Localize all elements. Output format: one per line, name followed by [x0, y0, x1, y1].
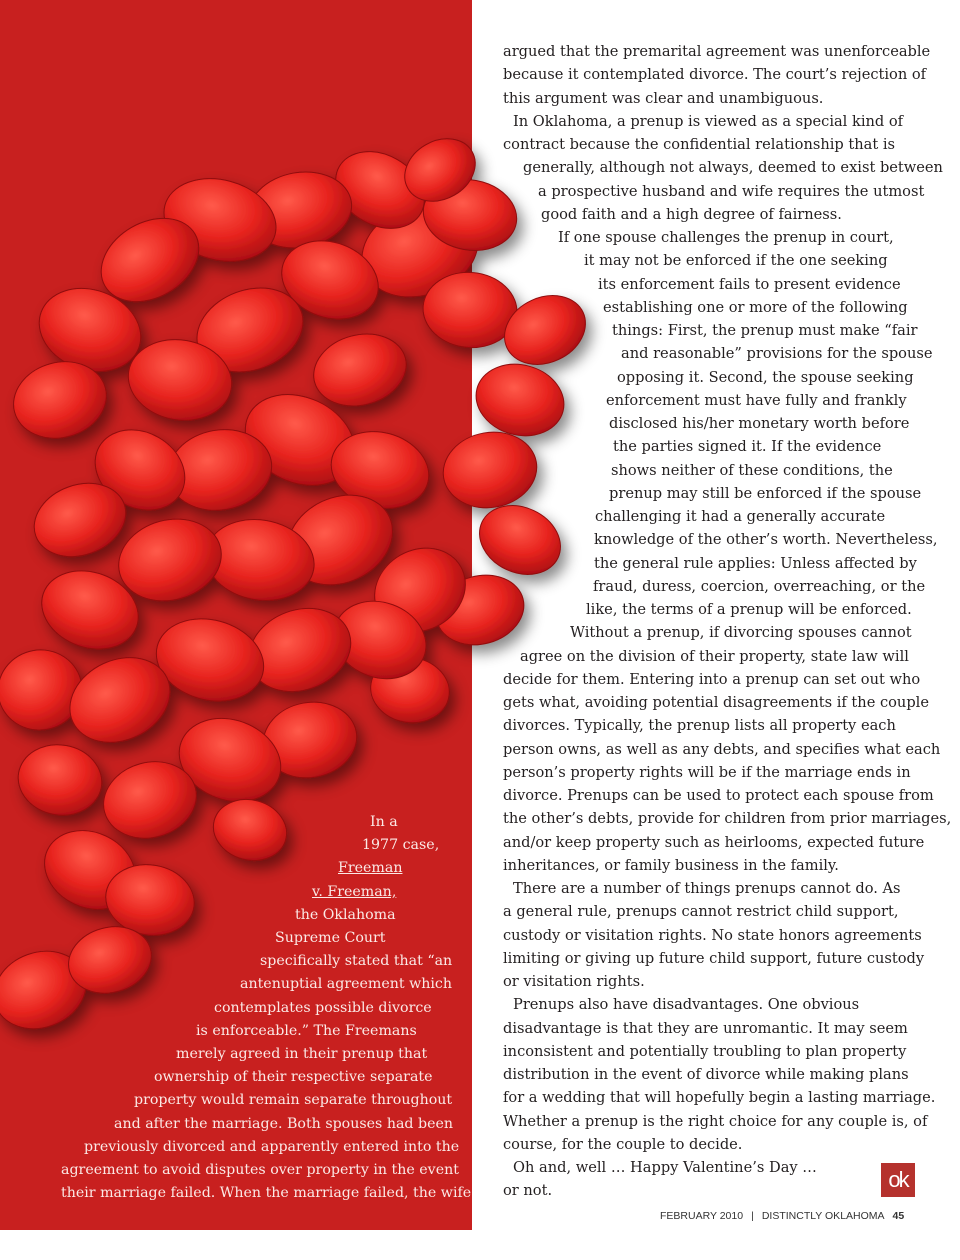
body-line: Oh and, well … Happy Valentine’s Day … [513, 1159, 817, 1176]
body-line: In Oklahoma, a prenup is viewed as a special kind of [513, 112, 904, 130]
body-line: this argument was clear and unambiguous. [503, 89, 824, 107]
body-line: its enforcement fails to present evidence [598, 275, 901, 293]
body-line: limiting or giving up future child support, future custody [503, 949, 925, 967]
body-line: custody or visitation rights. No state honors agreements [503, 926, 922, 944]
body-line: contract because the confidential relationship that is [503, 136, 896, 153]
sidebar-line: antenuptial agreement which [240, 976, 453, 993]
body-line: the parties signed it. If the evidence [613, 438, 882, 456]
sidebar-line: Supreme Court [275, 930, 386, 947]
body-line: shows neither of these conditions, the [611, 461, 893, 479]
body-line: opposing it. Second, the spouse seeking [617, 368, 914, 386]
body-line: things: First, the prenup must make “fair [612, 322, 918, 339]
body-line: and/or keep property such as heirlooms, expected future [503, 833, 925, 851]
body-line: inconsistent and potentially troubling to plan property [503, 1042, 907, 1060]
body-line: like, the terms of a prenup will be enforced. [586, 601, 912, 618]
body-line: prenup may still be enforced if the spouse [609, 484, 922, 502]
body-line: decide for them. Entering into a prenup can set out who [503, 670, 921, 688]
body-line: and reasonable” provisions for the spouse [621, 345, 933, 363]
footer-date: FEBRUARY 2010 [660, 1210, 744, 1222]
body-line: Prenups also have disadvantages. One obvious [513, 996, 860, 1014]
footer-magazine-name: DISTINCTLY OKLAHOMA [761, 1210, 885, 1222]
article-body-column [0, 40, 960, 1203]
page-footer [660, 1210, 920, 1222]
body-line: it may not be enforced if the one seeking [584, 252, 888, 270]
footer-separator: | [751, 1210, 754, 1222]
body-line: disclosed his/her monetary worth before [609, 415, 910, 432]
body-line: enforcement must have fully and frankly [606, 391, 907, 409]
body-line: Whether a prenup is the right choice for any couple is, of [503, 1112, 928, 1130]
body-line: the other’s debts, provide for children from prior marriages, [503, 810, 952, 828]
sidebar-line: and after the marriage. Both spouses had been [114, 1115, 454, 1132]
body-line: person owns, as well as any debts, and specifies what each [503, 740, 941, 758]
body-line: argued that the premarital agreement was unenforceable [503, 43, 931, 60]
body-line: divorce. Prenups can be used to protect each spouse from [503, 787, 934, 804]
body-line: agree on the division of their property, state law will [520, 647, 909, 665]
sidebar-line: contemplates possible divorce [214, 999, 432, 1016]
body-line: a prospective husband and wife requires the utmost [538, 182, 925, 200]
sidebar-line: previously divorced and apparently entered into the [84, 1138, 460, 1155]
body-line: for a wedding that will hopefully begin a lasting marriage. [503, 1089, 936, 1107]
sidebar-line: In a [370, 814, 398, 830]
body-line: because it contemplated divorce. The court’s rejection of [503, 66, 927, 84]
body-line: inheritances, or family business in the family. [503, 856, 839, 874]
body-line: There are a number of things prenups cannot do. As [513, 880, 901, 897]
sidebar-line: the Oklahoma [295, 906, 396, 923]
sidebar-line: ownership of their respective separate [154, 1069, 433, 1086]
body-line: If one spouse challenges the prenup in court, [558, 229, 894, 246]
body-line: disadvantage is that they are unromantic. It may seem [503, 1019, 908, 1037]
ok-logo-text: ok [888, 1167, 908, 1192]
body-line: Without a prenup, if divorcing spouses cannot [570, 624, 912, 642]
sidebar-line: is enforceable.” The Freemans [196, 1022, 417, 1039]
ok-logo [881, 1163, 915, 1197]
body-line: or not. [503, 1182, 553, 1200]
sidebar-line: specifically stated that “an [260, 953, 453, 970]
body-line: knowledge of the other’s worth. Nevertheless, [594, 531, 938, 549]
body-line: the general rule applies: Unless affected by [594, 554, 917, 572]
sidebar-line: merely agreed in their prenup that [176, 1046, 428, 1063]
body-line: establishing one or more of the following [603, 298, 908, 316]
sidebar-line: v. Freeman, [312, 883, 397, 900]
body-line: or visitation rights. [503, 973, 645, 990]
body-line: course, for the couple to decide. [503, 1135, 743, 1153]
sidebar-line: property would remain separate throughout [134, 1092, 453, 1109]
body-line: good faith and a high degree of fairness. [541, 205, 842, 223]
body-line: fraud, duress, coercion, overreaching, or the [593, 577, 926, 595]
body-line: challenging it had a generally accurate [595, 508, 886, 525]
body-line: a general rule, prenups cannot restrict child support, [503, 903, 899, 921]
sidebar-line: 1977 case, [362, 837, 440, 854]
body-line: generally, although not always, deemed to exist between [523, 159, 943, 177]
page-number: 45 [892, 1210, 905, 1222]
sidebar-line: their marriage failed. When the marriage failed, the wife [61, 1185, 472, 1202]
body-line: divorces. Typically, the prenup lists all property each [503, 717, 896, 735]
body-line: distribution in the event of divorce while making plans [503, 1066, 909, 1083]
body-line: person’s property rights will be if the marriage ends in [503, 763, 911, 781]
sidebar-line: Freeman [338, 860, 403, 877]
sidebar-line: agreement to avoid disputes over property in the event [61, 1162, 459, 1179]
body-line: gets what, avoiding potential disagreements if the couple [503, 694, 929, 711]
